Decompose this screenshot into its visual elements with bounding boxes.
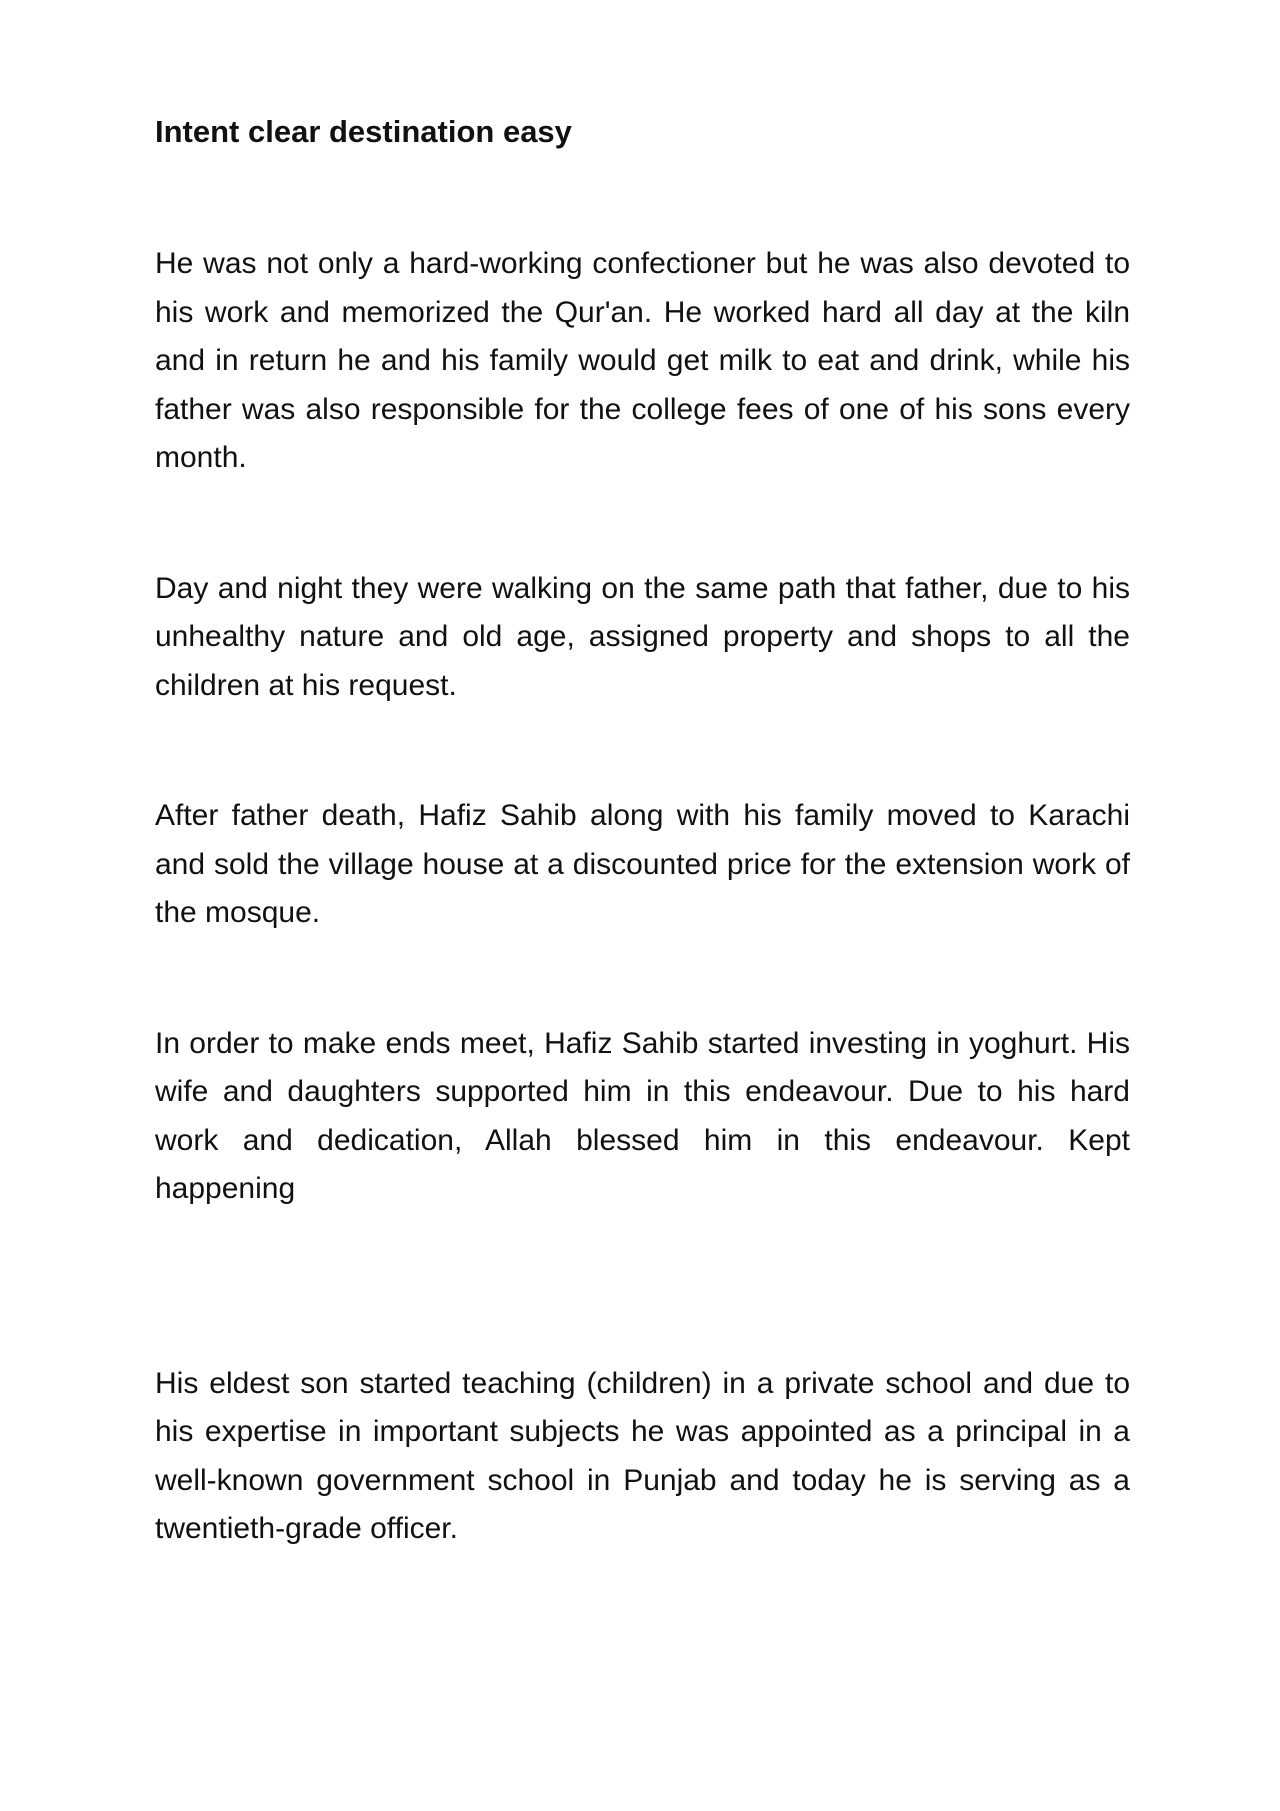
document-title: Intent clear destination easy — [155, 114, 572, 149]
paragraph: Day and night they were walking on the same path that father, due to his unhealthy nature and old age, assigned property and shops to all the children at his request. — [155, 571, 1130, 702]
paragraph: After father death, Hafiz Sahib along with his family moved to Karachi and sold the village house at a discounted price for the extension work of the mosque. — [155, 799, 1130, 929]
paragraph: His eldest son started teaching (children) in a private school and due to his expertise in important subjects he was appointed as a principal in a well-known government school in Punjab and today he is serving as a twentieth-grade officer. — [155, 1366, 1130, 1545]
document-body — [155, 108, 1130, 1554]
paragraph: He was not only a hard-working confectioner but he was also devoted to his work and memorized the Qur'an. He worked hard all day at the kiln and in return he and his family would get milk to eat and drink, while his father was also responsible for the college fees of one of his sons every month. — [155, 247, 1130, 474]
paragraph: In order to make ends meet, Hafiz Sahib started investing in yoghurt. His wife and daughters supported him in this endeavour. Due to his hard work and dedication, Allah blessed him in this endeavour. Kept happening — [155, 1026, 1130, 1205]
